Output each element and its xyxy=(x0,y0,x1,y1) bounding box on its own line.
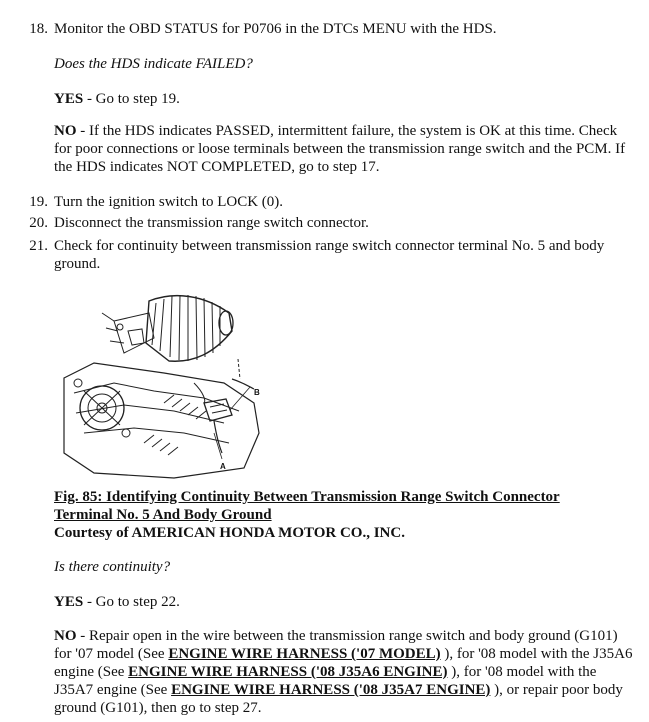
continuity-yes-answer xyxy=(54,593,634,611)
caption-line-2: Terminal No. 5 And Body Ground xyxy=(54,507,272,523)
question-hds-failed: Does the HDS indicate FAILED? xyxy=(54,56,253,72)
no-answer xyxy=(54,122,634,176)
engine-wire-harness-08-j35a7-link[interactable]: ENGINE WIRE HARNESS ('08 J35A7 ENGINE) xyxy=(171,682,491,698)
callout-label-a: A xyxy=(220,462,226,471)
step-number: 18. xyxy=(29,21,48,37)
no-text-part-3: ), for '08 model with the J35A7 engine (See xyxy=(54,664,597,698)
no-text-part-4: ), or repair poor body ground (G101), then go to step 27. xyxy=(54,682,623,716)
engine-wire-harness-07-link[interactable]: ENGINE WIRE HARNESS ('07 MODEL) xyxy=(168,646,441,662)
engine-wire-harness-08-j35a6-link[interactable]: ENGINE WIRE HARNESS ('08 J35A6 ENGINE) xyxy=(128,664,448,680)
courtesy-line: Courtesy of AMERICAN HONDA MOTOR CO., INC. xyxy=(54,525,405,541)
question-continuity: Is there continuity? xyxy=(54,559,171,575)
figure-caption xyxy=(54,488,634,542)
engine-connector-illustration xyxy=(54,283,284,483)
step-number: 21. xyxy=(29,238,48,254)
yes-answer xyxy=(54,90,634,108)
no-text: - If the HDS indicates PASSED, intermittent failure, the system is OK at this time. Check for poor connections or loose terminals between the transmission range switch and the PCM. If the HDS indicates NOT COMPLETED, go to step 17. xyxy=(54,123,626,175)
no-label: NO xyxy=(54,628,77,644)
yes-label: YES xyxy=(54,91,84,107)
step-number: 19. xyxy=(29,194,48,210)
step-18 xyxy=(18,20,638,38)
step-20 xyxy=(18,214,638,232)
caption-line-1: Fig. 85: Identifying Continuity Between Transmission Range Switch Connector xyxy=(54,489,560,505)
step-21 xyxy=(18,237,638,273)
step-number: 20. xyxy=(29,215,48,231)
step-text: Monitor the OBD STATUS for P0706 in the DTCs MENU with the HDS. xyxy=(54,21,497,37)
yes-label: YES xyxy=(54,594,84,610)
no-label: NO xyxy=(54,123,77,139)
step-19 xyxy=(18,193,638,211)
continuity-no-answer xyxy=(54,627,634,717)
step-text: Disconnect the transmission range switch connector. xyxy=(54,215,369,231)
step-text: Turn the ignition switch to LOCK (0). xyxy=(54,194,284,210)
no-text-part-2: ), for '08 model with the J35A6 engine (See xyxy=(54,646,633,680)
yes-text: - Go to step 22. xyxy=(83,594,180,610)
step-text: Check for continuity between transmission range switch connector terminal No. 5 and body ground. xyxy=(54,238,605,272)
yes-text: - Go to step 19. xyxy=(83,91,180,107)
no-text-part-1: - Repair open in the wire between the transmission range switch and body ground (G101) for '07 model (See xyxy=(54,628,618,662)
callout-label-b: B xyxy=(254,388,260,397)
